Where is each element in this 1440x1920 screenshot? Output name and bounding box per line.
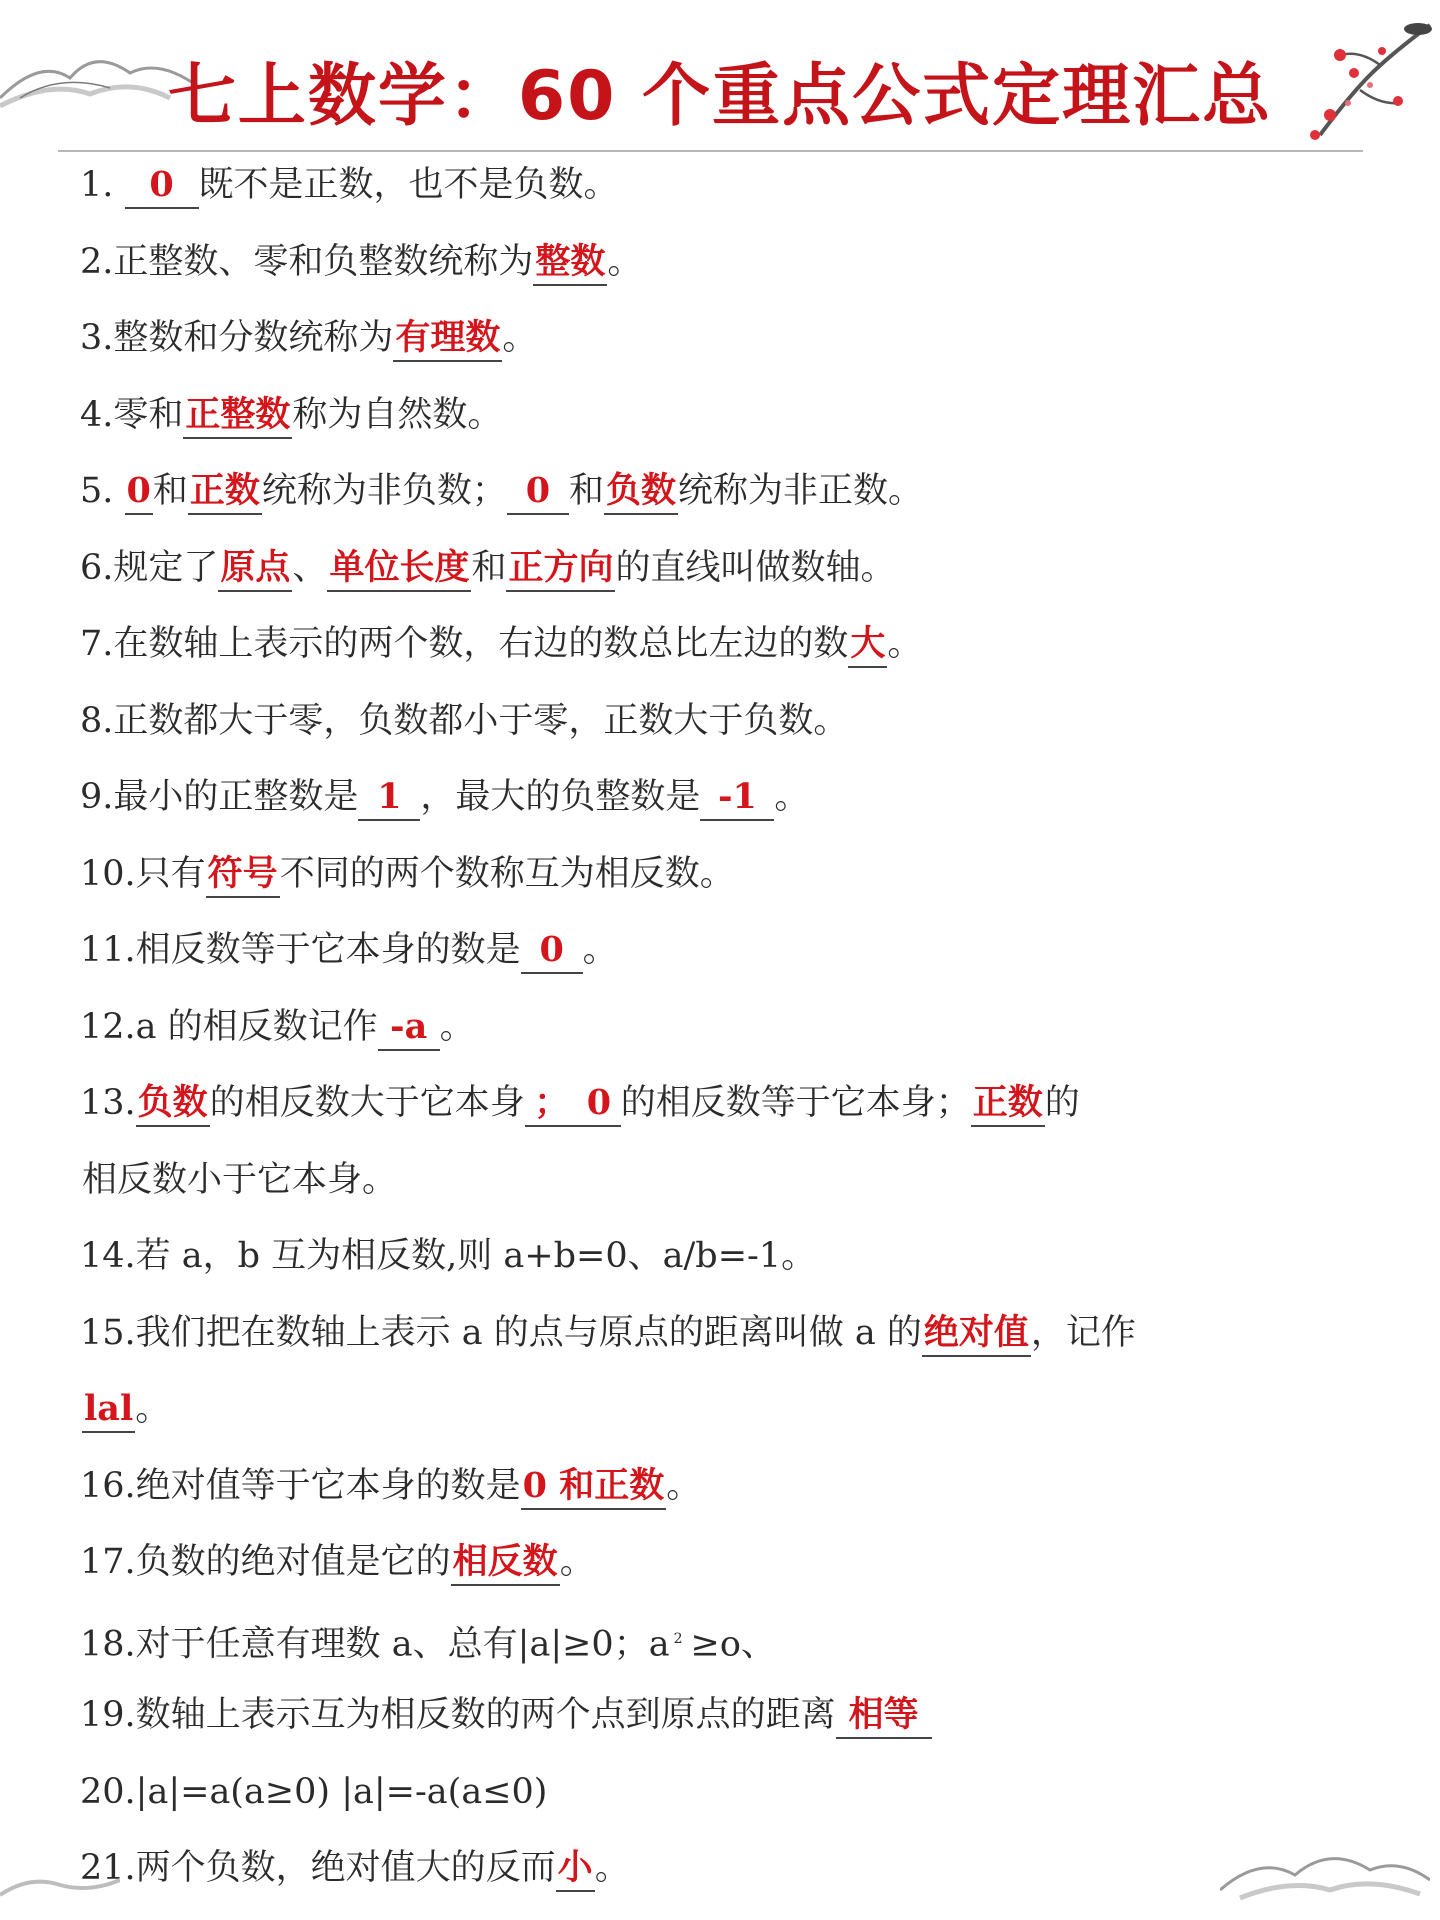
formula-text: 21.两个负数，绝对值大的反而 <box>80 1848 556 1888</box>
formula-line <box>80 160 619 210</box>
formula-line <box>80 1308 1136 1358</box>
formula-line <box>80 925 618 975</box>
formula-line <box>80 696 848 746</box>
answer-blank: 正方向 <box>506 546 615 592</box>
answer-blank: -1 <box>700 775 774 821</box>
formula-text: 。 <box>135 1389 171 1429</box>
formula-line <box>80 543 896 593</box>
formula-text: 。 <box>594 1848 630 1888</box>
formula-text: 13. <box>80 1083 136 1123</box>
formula-text: 。 <box>582 930 618 970</box>
formula-text: 18.对于任意有理数 a、总有|a|≥0；a <box>80 1624 670 1665</box>
formula-text: 的相反数大于它本身 <box>209 1083 525 1123</box>
formula-text: 14.若 a，b 互为相反数,则 a+b=0、a/b=-1。 <box>80 1236 817 1276</box>
answer-blank: 单位长度 <box>327 546 471 592</box>
answer-blank: 绝对值 <box>922 1311 1031 1357</box>
answer-blank: 1 <box>358 775 420 821</box>
answer-blank: 有理数 <box>393 316 502 362</box>
formula-text: 19.数轴上表示互为相反数的两个点到原点的距离 <box>80 1695 836 1735</box>
answer-blank: 符号 <box>206 852 280 898</box>
formula-line <box>80 1690 932 1740</box>
formula-text: 的直线叫做数轴。 <box>615 547 896 588</box>
mountain-ink-illustration <box>1220 1830 1430 1910</box>
formula-text: 6.规定了 <box>80 547 219 588</box>
formula-line <box>80 1078 1080 1128</box>
formula-line <box>80 1767 547 1817</box>
answer-blank: 相等 <box>836 1693 932 1739</box>
formula-text: ≥o、 <box>690 1624 776 1665</box>
formula-line <box>80 849 735 899</box>
answer-blank: 正整数 <box>183 393 292 439</box>
formula-text: 。 <box>666 1465 702 1506</box>
formula-line <box>80 1231 816 1281</box>
answer-blank: 0 和正数 <box>521 1464 667 1510</box>
formula-line <box>80 1843 630 1893</box>
formula-text: 、 <box>292 547 328 588</box>
formula-text: 不同的两个数称互为相反数。 <box>279 853 735 894</box>
answer-blank: 0 <box>507 469 569 515</box>
answer-blank: 负数 <box>604 469 678 515</box>
formula-text: 。 <box>774 777 810 817</box>
answer-blank: 大 <box>848 622 887 668</box>
formula-line <box>80 313 537 363</box>
formula-text: 11.相反数等于它本身的数是 <box>80 930 521 970</box>
formula-line <box>80 619 922 669</box>
formula-text: 1. <box>80 165 125 205</box>
formula-line <box>80 772 809 822</box>
formula-text: 的相反数等于它本身； <box>620 1083 971 1123</box>
formula-line-continuation <box>82 1384 170 1434</box>
formula-text: 4.零和 <box>80 394 184 435</box>
formula-line <box>80 1614 776 1664</box>
formula-text: 统称为非负数； <box>261 471 507 511</box>
formula-text: 。 <box>559 1542 595 1582</box>
formula-text: 16.绝对值等于它本身的数是 <box>80 1465 521 1506</box>
formula-text: ，记作 <box>1030 1312 1136 1353</box>
page-title: 七上数学：60 个重点公式定理汇总 <box>167 57 1273 136</box>
formula-line <box>80 1461 701 1511</box>
formula-text: 15.我们把在数轴上表示 a 的点与原点的距离叫做 a 的 <box>80 1312 922 1353</box>
answer-blank: 0 <box>521 928 583 974</box>
answer-blank: lal <box>82 1387 135 1433</box>
answer-blank: 相反数 <box>451 1540 560 1586</box>
formula-text: 和 <box>471 547 507 588</box>
formula-text: 的 <box>1044 1083 1080 1123</box>
formula-text: 10.只有 <box>80 853 206 894</box>
formula-text: 称为自然数。 <box>292 394 503 435</box>
formula-text: 。 <box>502 318 538 358</box>
formula-text: 相反数小于它本身。 <box>82 1159 398 1200</box>
answer-blank: 原点 <box>218 546 292 592</box>
answer-blank: 正数 <box>971 1081 1045 1127</box>
answer-blank: 整数 <box>533 240 607 286</box>
formula-text: 12.a 的相反数记作 <box>80 1006 378 1047</box>
formula-text: 。 <box>439 1006 475 1047</box>
formula-text: 统称为非正数。 <box>677 471 923 511</box>
formula-text: 5. <box>80 471 125 511</box>
formula-text: 3.整数和分数统称为 <box>80 318 394 358</box>
formula-line <box>80 237 642 287</box>
answer-blank: 负数 <box>136 1081 210 1127</box>
formula-text: 。 <box>887 624 923 664</box>
formula-text: 9.最小的正整数是 <box>80 777 359 817</box>
formula-line <box>80 466 923 516</box>
formula-text: ，最大的负整数是 <box>420 777 701 817</box>
answer-blank: 正数 <box>188 469 262 515</box>
superscript: 2 <box>673 1630 683 1647</box>
formula-text: 和 <box>568 471 604 511</box>
formula-line <box>80 390 502 440</box>
formula-text: 2.正整数、零和负整数统称为 <box>80 241 534 282</box>
formula-line <box>80 1002 475 1052</box>
answer-blank: 0 <box>125 469 153 515</box>
formula-text: 20.|a|=a(a≥0) |a|=-a(a≤0) <box>80 1771 548 1812</box>
formula-line-continuation <box>82 1155 397 1205</box>
answer-blank: 0 <box>125 163 199 209</box>
answer-blank: 小 <box>556 1846 595 1892</box>
brush-stroke-illustration <box>0 1845 120 1905</box>
formula-line <box>80 1537 595 1587</box>
answer-blank: -a <box>378 1005 440 1051</box>
divider <box>58 150 1363 152</box>
formula-text: 和 <box>152 471 188 511</box>
formula-text: 7.在数轴上表示的两个数，右边的数总比左边的数 <box>80 624 849 664</box>
answer-blank: ； 0 <box>525 1081 621 1127</box>
formula-text: 17.负数的绝对值是它的 <box>80 1542 451 1582</box>
formula-text: 8.正数都大于零，负数都小于零，正数大于负数。 <box>80 700 849 741</box>
formula-text: 。 <box>607 241 643 282</box>
formula-text: 既不是正数，也不是负数。 <box>198 165 619 205</box>
